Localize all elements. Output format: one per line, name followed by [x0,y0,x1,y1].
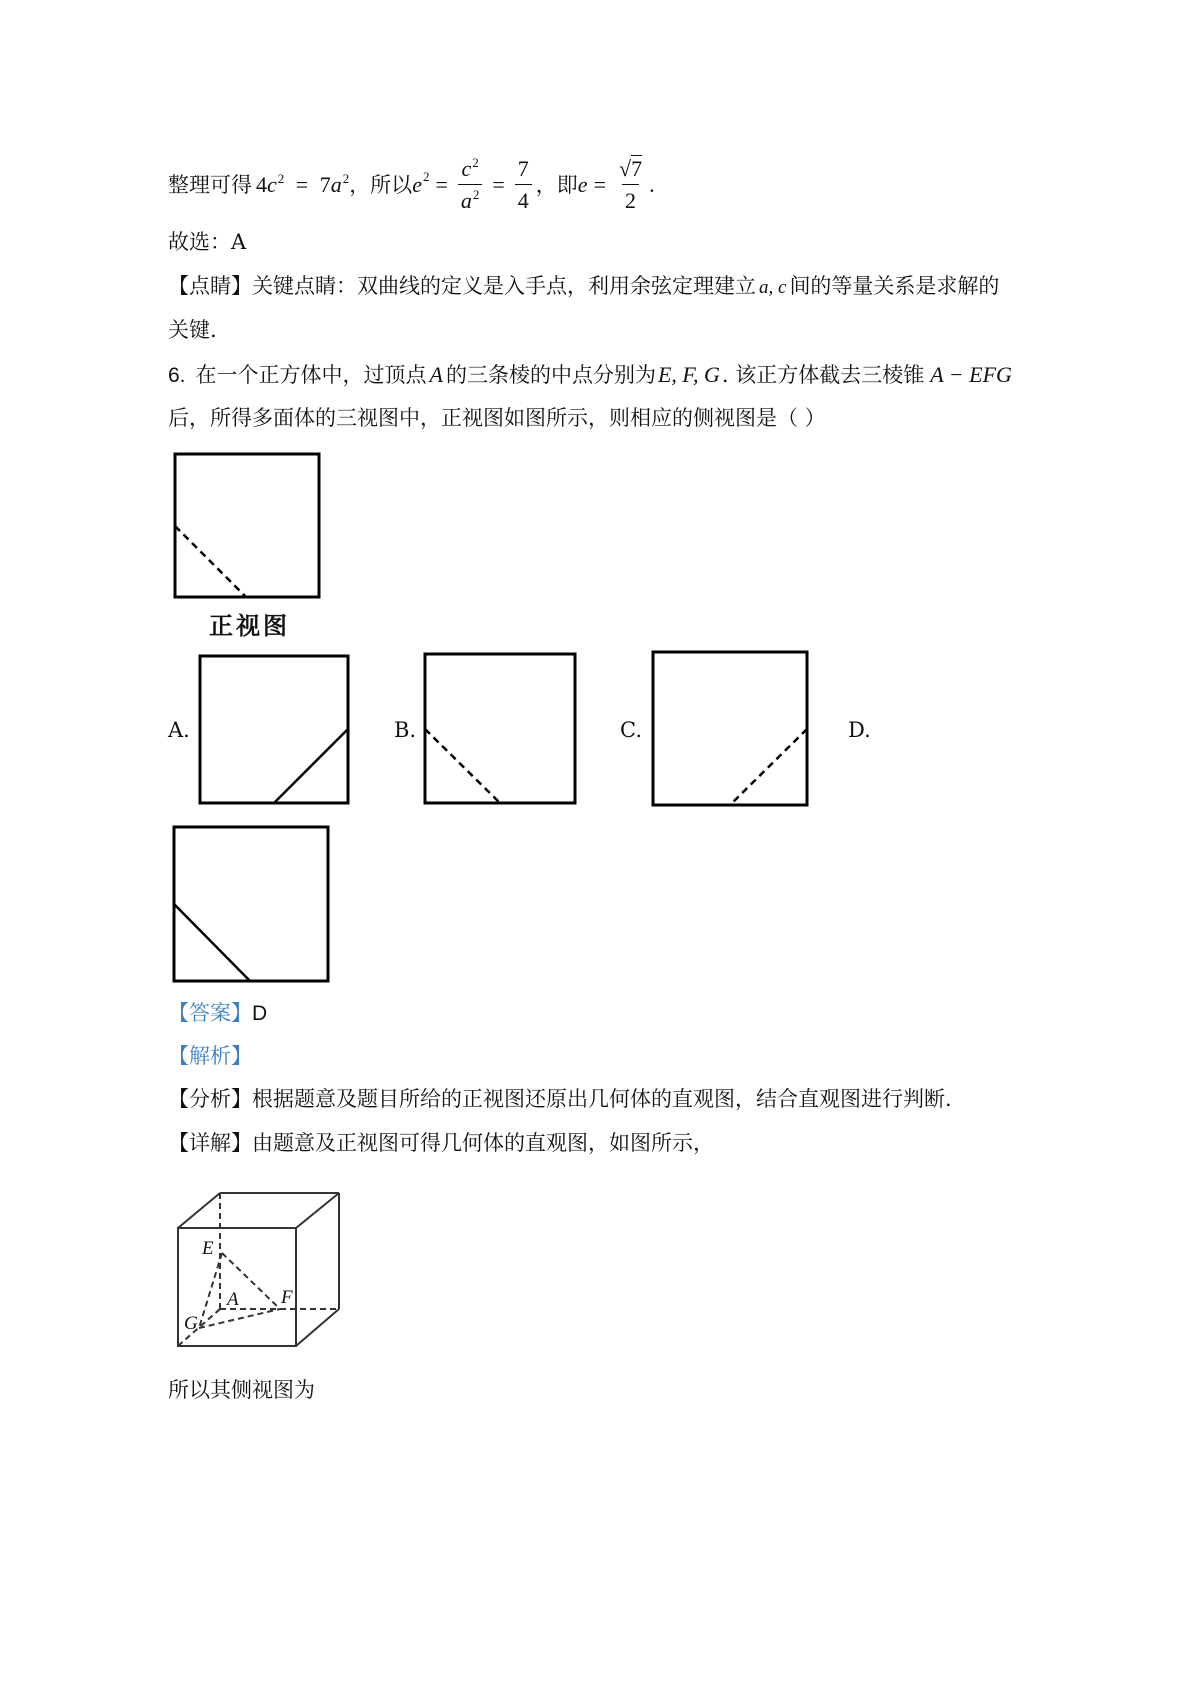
cube-label-e: E [202,1238,214,1259]
question-number: 6. [168,364,186,387]
question-6-line-1: 6. 在一个正方体中，过顶点 A 的三条棱的中点分别为E, F, G. 该正方体截去三棱锥 A − EFG [168,362,1012,387]
front-view-square [175,454,319,597]
derivation-line [168,155,655,213]
analysis-tag: 【解析】 [168,1044,252,1068]
sqrt-symbol: √ [618,156,632,181]
cube-label-f: F [281,1287,293,1308]
fraction-sqrt7-2: $\frac{√7}{2}$ [618,156,643,213]
so-text: ，所以 [349,172,413,197]
option-d-solid-edge [174,904,250,981]
ie-text: ，即 [535,172,578,197]
e-value-expr: e = $\frac{√7}{2}$ . [577,156,655,213]
option-b-label: B. [394,718,417,742]
answer-tag: 【答案】 [168,1001,252,1025]
fenxi-line: 【分析】根据题意及题目所给的正视图还原出几何体的直观图，结合直观图进行判断. [168,1087,952,1111]
option-c-dashed-edge [730,729,807,805]
cube-figure [0,0,1,1]
option-b-dashed-edge [425,729,500,803]
fraction-7-4: $\frac{7}{4}$ [515,158,532,212]
choose-line: 故选：A [168,230,247,254]
cube-label-a: A [227,1289,239,1310]
derive-prefix: 整理可得 [168,172,252,197]
option-a-solid-edge [274,729,348,803]
option-d-label: D. [848,718,871,742]
note-line-2: 关键. [168,318,217,342]
xiangjie-line: 【详解】由题意及正视图可得几何体的直观图，如图所示， [168,1131,714,1155]
conclusion-line: 所以其侧视图为 [168,1378,315,1402]
front-view-dashed-edge [175,526,246,597]
answer-line [168,1003,267,1024]
answer-value: D [252,1002,268,1025]
note-line-1: 【点睛】关键点睛：双曲线的定义是入手点，利用余弦定理建立 a, c 间的等量关系是求解的 [168,274,1000,298]
fraction-c2-a2: $\frac{c^2}{a^2}$ [458,158,483,212]
option-a-label: A. [168,718,190,742]
question-6-line-2: 后，所得多面体的三视图中，正视图如图所示，则相应的侧视图是（ ） [168,406,826,430]
note-vars: a, c [759,277,787,298]
note-tag: 【点睛】 [168,274,252,298]
cube-label-g: G [184,1313,198,1334]
tetra-edge-gf [199,1309,280,1328]
e-squared-expr: e 2 = $\frac{c^2}{a^2}$ = $\frac{7}{4}$ [412,158,536,212]
eq-lhs: $4c^2 = 7a^2$ [256,171,350,197]
option-c-label: C. [620,718,642,742]
front-view-caption: 正视图 [209,611,290,640]
